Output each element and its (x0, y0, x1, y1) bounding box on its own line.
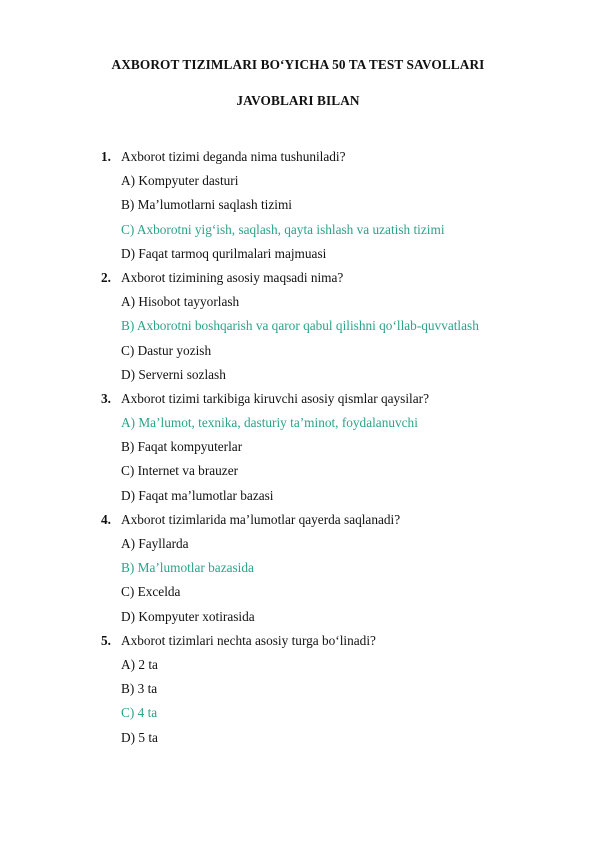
question-1 (0, 149, 596, 173)
question-number: 4. (101, 511, 111, 527)
question-text: Axborot tizimlarida ma’lumotlar qayerda saqlanadi? (121, 511, 401, 527)
question-5 (0, 633, 596, 657)
answer-option (0, 536, 596, 560)
option-text: D) Serverni sozlash (121, 366, 226, 382)
option-text: B) 3 ta (121, 681, 158, 697)
answer-option (0, 294, 596, 318)
question-2 (0, 270, 596, 294)
answer-option-correct (0, 318, 596, 342)
answer-option (0, 367, 596, 391)
answer-option (0, 439, 596, 463)
question-list (0, 149, 596, 754)
answer-option (0, 730, 596, 754)
answer-option (0, 246, 596, 270)
question-number: 2. (101, 269, 111, 285)
option-text: D) Kompyuter xotirasida (121, 608, 255, 624)
question-number: 3. (101, 390, 111, 406)
option-text: D) Faqat tarmoq qurilmalari majmuasi (121, 245, 327, 261)
option-text: B) Axborotni boshqarish va qaror qabul qilishni qo‘llab-quvvatlash (121, 318, 479, 334)
question-4 (0, 512, 596, 536)
answer-option-correct (0, 560, 596, 584)
answer-option (0, 657, 596, 681)
option-text: A) 2 ta (121, 656, 158, 672)
answer-option (0, 173, 596, 197)
option-text: A) Fayllarda (121, 536, 189, 551)
question-text: Axborot tizimining asosiy maqsadi nima? (121, 269, 344, 285)
answer-option (0, 197, 596, 221)
answer-option (0, 343, 596, 367)
option-text: D) 5 ta (121, 729, 158, 745)
option-text: D) Faqat ma’lumotlar bazasi (121, 487, 274, 503)
answer-option (0, 681, 596, 705)
answer-option (0, 463, 596, 487)
option-text: A) Ma’lumot, texnika, dasturiy ta’minot, foydalanuvchi (121, 415, 418, 431)
answer-option-correct (0, 222, 596, 246)
question-text: Axborot tizimi tarkibiga kiruvchi asosiy qismlar qaysilar? (121, 390, 429, 406)
answer-option (0, 488, 596, 512)
answer-option-correct (0, 415, 596, 439)
answer-option (0, 609, 596, 633)
question-3 (0, 391, 596, 415)
option-text: B) Ma’lumotlar bazasida (121, 560, 254, 576)
option-text: C) 4 ta (121, 705, 158, 721)
answer-option (0, 584, 596, 608)
option-text: C) Axborotni yig‘ish, saqlash, qayta ishlash va uzatish tizimi (121, 221, 445, 237)
question-number: 5. (101, 632, 111, 648)
option-text: C) Dastur yozish (121, 342, 212, 358)
question-text: Axborot tizimlari nechta asosiy turga bo‘linadi? (121, 632, 376, 648)
answer-option-correct (0, 705, 596, 729)
option-text: B) Ma’lumotlarni saqlash tizimi (121, 197, 292, 213)
document-title: AXBOROT TIZIMLARI BO‘YICHA 50 TA TEST SAVOLLARI (111, 57, 485, 72)
option-text: C) Excelda (121, 584, 181, 600)
option-text: A) Kompyuter dasturi (121, 173, 239, 189)
option-text: C) Internet va brauzer (121, 463, 239, 479)
option-text: B) Faqat kompyuterlar (121, 439, 243, 455)
document-subtitle: JAVOBLARI BILAN (236, 93, 360, 108)
question-text: Axborot tizimi deganda nima tushuniladi? (121, 149, 346, 164)
option-text: A) Hisobot tayyorlash (121, 294, 240, 310)
question-number: 1. (101, 149, 111, 164)
